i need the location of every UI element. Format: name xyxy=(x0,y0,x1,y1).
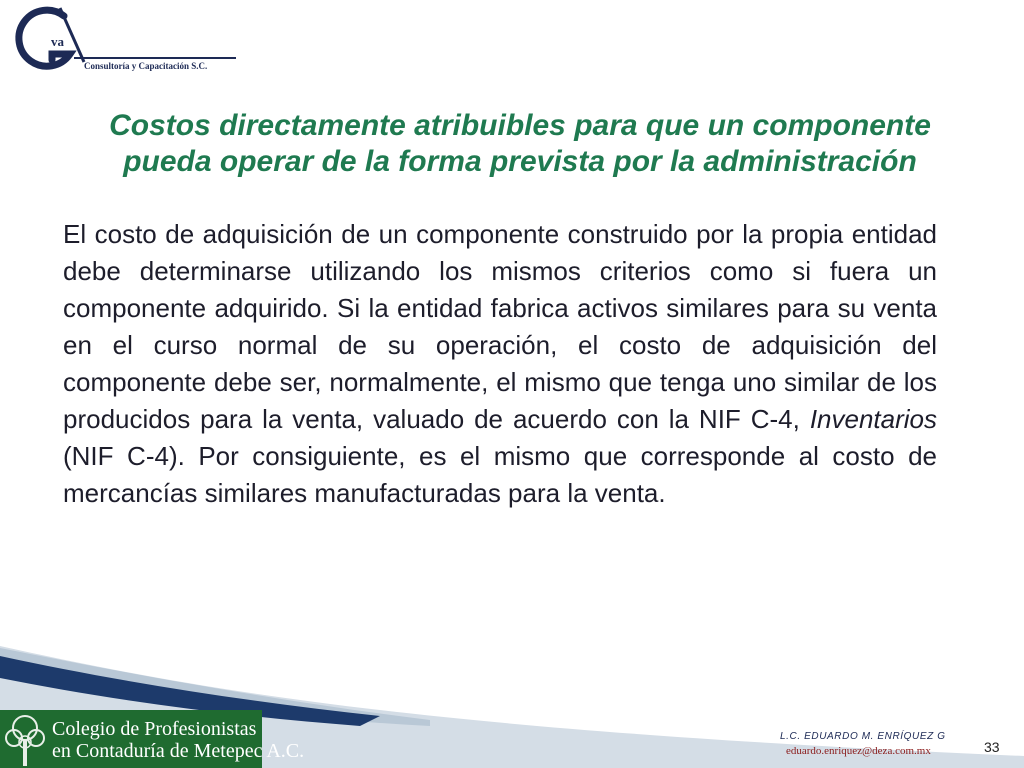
body-paragraph xyxy=(63,216,937,512)
colegio-line-1: Colegio de Profesionistas xyxy=(52,718,257,740)
author-email: eduardo.enriquez@deza.com.mx xyxy=(786,745,931,757)
body-text-part1: El costo de adquisición de un componente construido por la propia entidad debe determinarse utilizando los mismos criterios como si fuera un componente adquirido. Si la entidad fabrica activos similares para su venta en el curso normal de su operación, el costo de adquisición del componente debe ser, normalmente, el mismo que tenga uno similar de los producidos para la venta, valuado de acuerdo con la NIF C-4, xyxy=(63,219,937,434)
logo-letters: va xyxy=(51,34,64,49)
slide-title: Costos directamente atribuibles para que un componente pueda operar de la forma prevista por la administración xyxy=(109,109,931,178)
page-number: 33 xyxy=(984,739,1000,755)
colegio-banner xyxy=(0,710,305,768)
author-name: L.C. EDUARDO M. ENRÍQUEZ G xyxy=(780,731,946,742)
tree-icon xyxy=(2,712,48,768)
body-text-part2: (NIF C-4). Por consiguiente, es el mismo que corresponde al costo de mercancías similares manufacturadas para la venta. xyxy=(63,441,937,508)
colegio-line-2: en Contaduría de Metepec A.C. xyxy=(52,740,305,762)
logo-subtitle: Consultoría y Capacitación S.C. xyxy=(84,61,208,71)
body-text-italic: Inventarios xyxy=(809,404,937,434)
